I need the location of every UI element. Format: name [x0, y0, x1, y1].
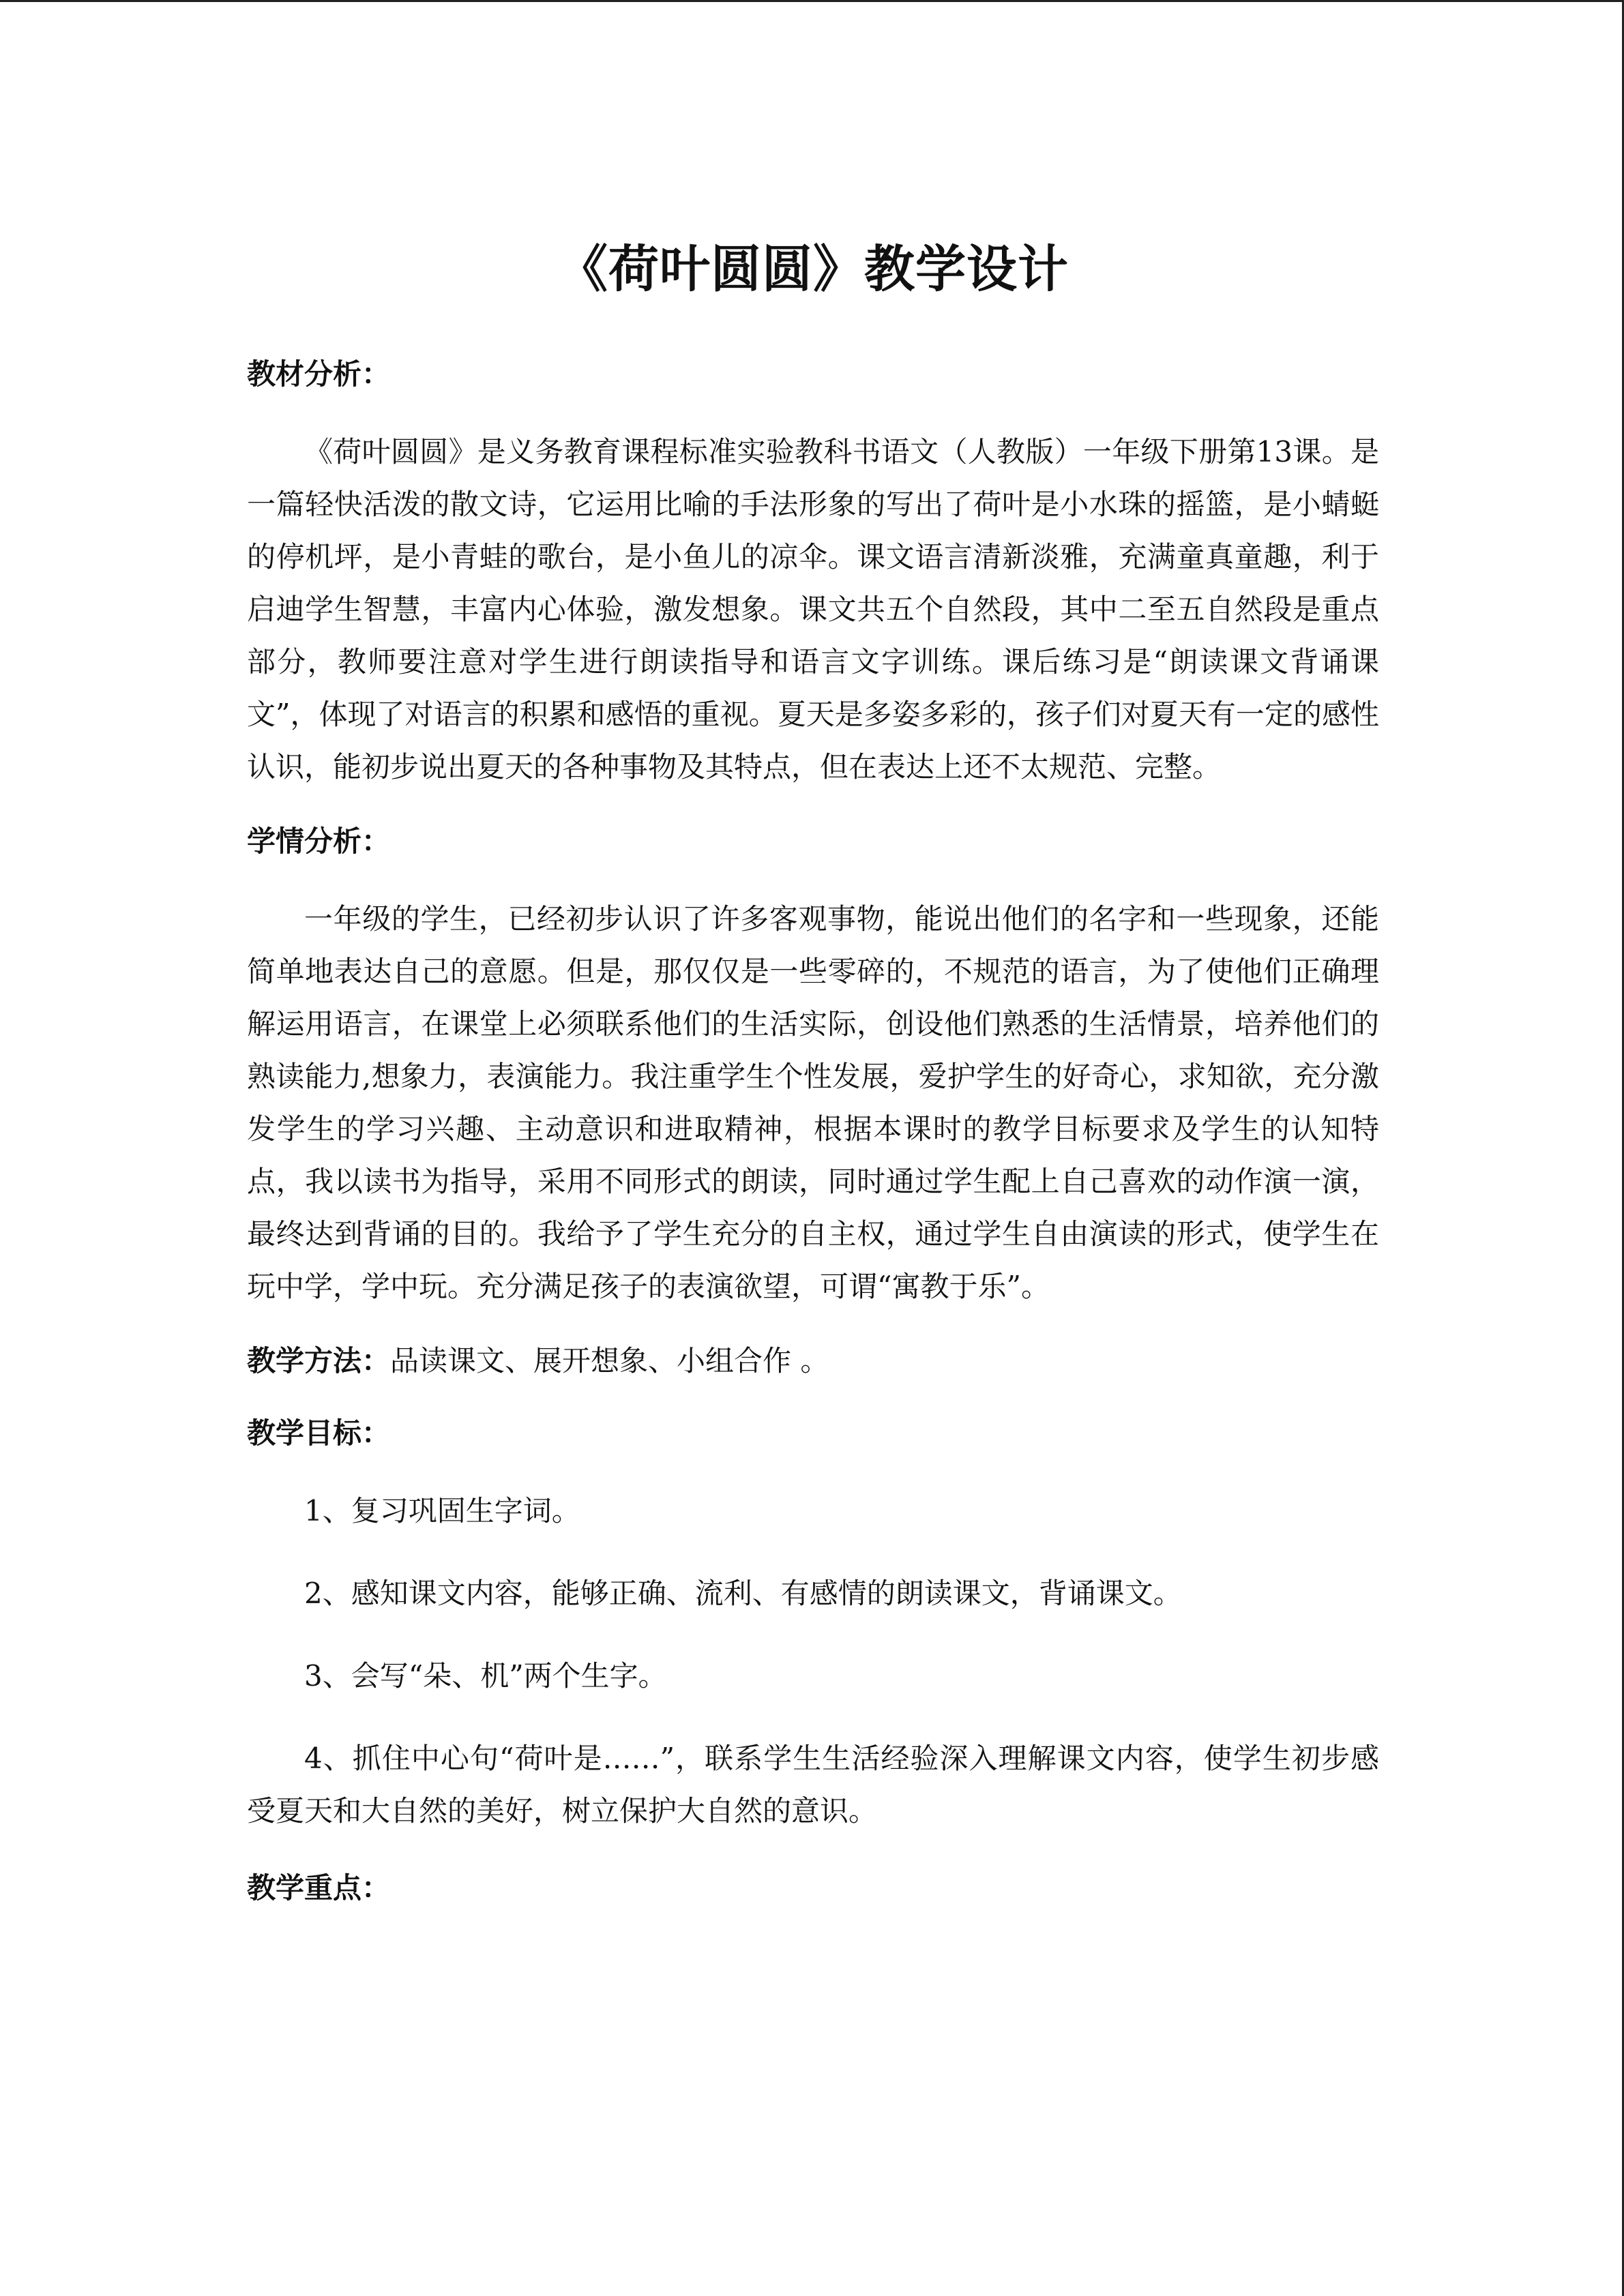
page-top-border	[0, 0, 1624, 2]
document-page	[247, 232, 1379, 1939]
material-analysis-paragraph: 《荷叶圆圆》是义务教育课程标准实验教科书语文（人教版）一年级下册第13课。是一篇轻快活泼的散文诗，它运用比喻的手法形象的写出了荷叶是小水珠的摇篮，是小蜻蜓的停机坪，是小青蛙的歌台，是小鱼儿的凉伞。课文语言清新淡雅，充满童真童趣，利于启迪学生智慧，丰富内心体验，激发想象。课文共五个自然段，其中二至五自然段是重点部分，教师要注意对学生进行朗读指导和语言文字训练。课后练习是“朗读课文背诵课文”，体现了对语言的积累和感悟的重视。夏天是多姿多彩的，孩子们对夏天有一定的感性认识，能初步说出夏天的各种事物及其特点，但在表达上还不太规范、完整。	[247, 435, 1379, 784]
teaching-focus-heading: 教学重点：	[247, 1871, 391, 1905]
teaching-goals-heading: 教学目标：	[247, 1416, 391, 1450]
teaching-goal-item-3: 3、会写“朵、机”两个生字。	[304, 1659, 667, 1693]
material-analysis-heading: 教材分析：	[247, 357, 391, 391]
teaching-method-value: 品读课文、展开想象、小组合作 。	[390, 1344, 829, 1377]
teaching-goal-item-4: 4、抓住中心句“荷叶是……”，联系学生生活经验深入理解课文内容，使学生初步感受夏天和大自然的美好，树立保护大自然的意识。	[247, 1742, 1379, 1828]
student-analysis-heading: 学情分析：	[247, 824, 391, 858]
student-analysis-paragraph: 一年级的学生，已经初步认识了许多客观事物，能说出他们的名字和一些现象，还能简单地表达自己的意愿。但是，那仅仅是一些零碎的，不规范的语言，为了使他们正确理解运用语言，在课堂上必须联系他们的生活实际，创设他们熟悉的生活情景，培养他们的熟读能力,想象力，表演能力。我注重学生个性发展，爱护学生的好奇心，求知欲，充分激发学生的学习兴趣、主动意识和进取精神，根据本课时的教学目标要求及学生的认知特点，我以读书为指导，采用不同形式的朗读，同时通过学生配上自己喜欢的动作演一演，最终达到背诵的目的。我给予了学生充分的自主权，通过学生自由演读的形式，使学生在玩中学，学中玩。充分满足孩子的表演欲望，可谓“寓教于乐”。	[247, 902, 1379, 1303]
teaching-method-line	[247, 1340, 1379, 1382]
teaching-goal-item-1: 1、复习巩固生字词。	[304, 1494, 580, 1527]
teaching-method-label: 教学方法：	[247, 1344, 391, 1377]
teaching-goal-item-2: 2、感知课文内容，能够正确、流利、有感情的朗读课文，背诵课文。	[304, 1577, 1182, 1610]
document-title: 《荷叶圆圆》教学设计	[557, 240, 1069, 299]
